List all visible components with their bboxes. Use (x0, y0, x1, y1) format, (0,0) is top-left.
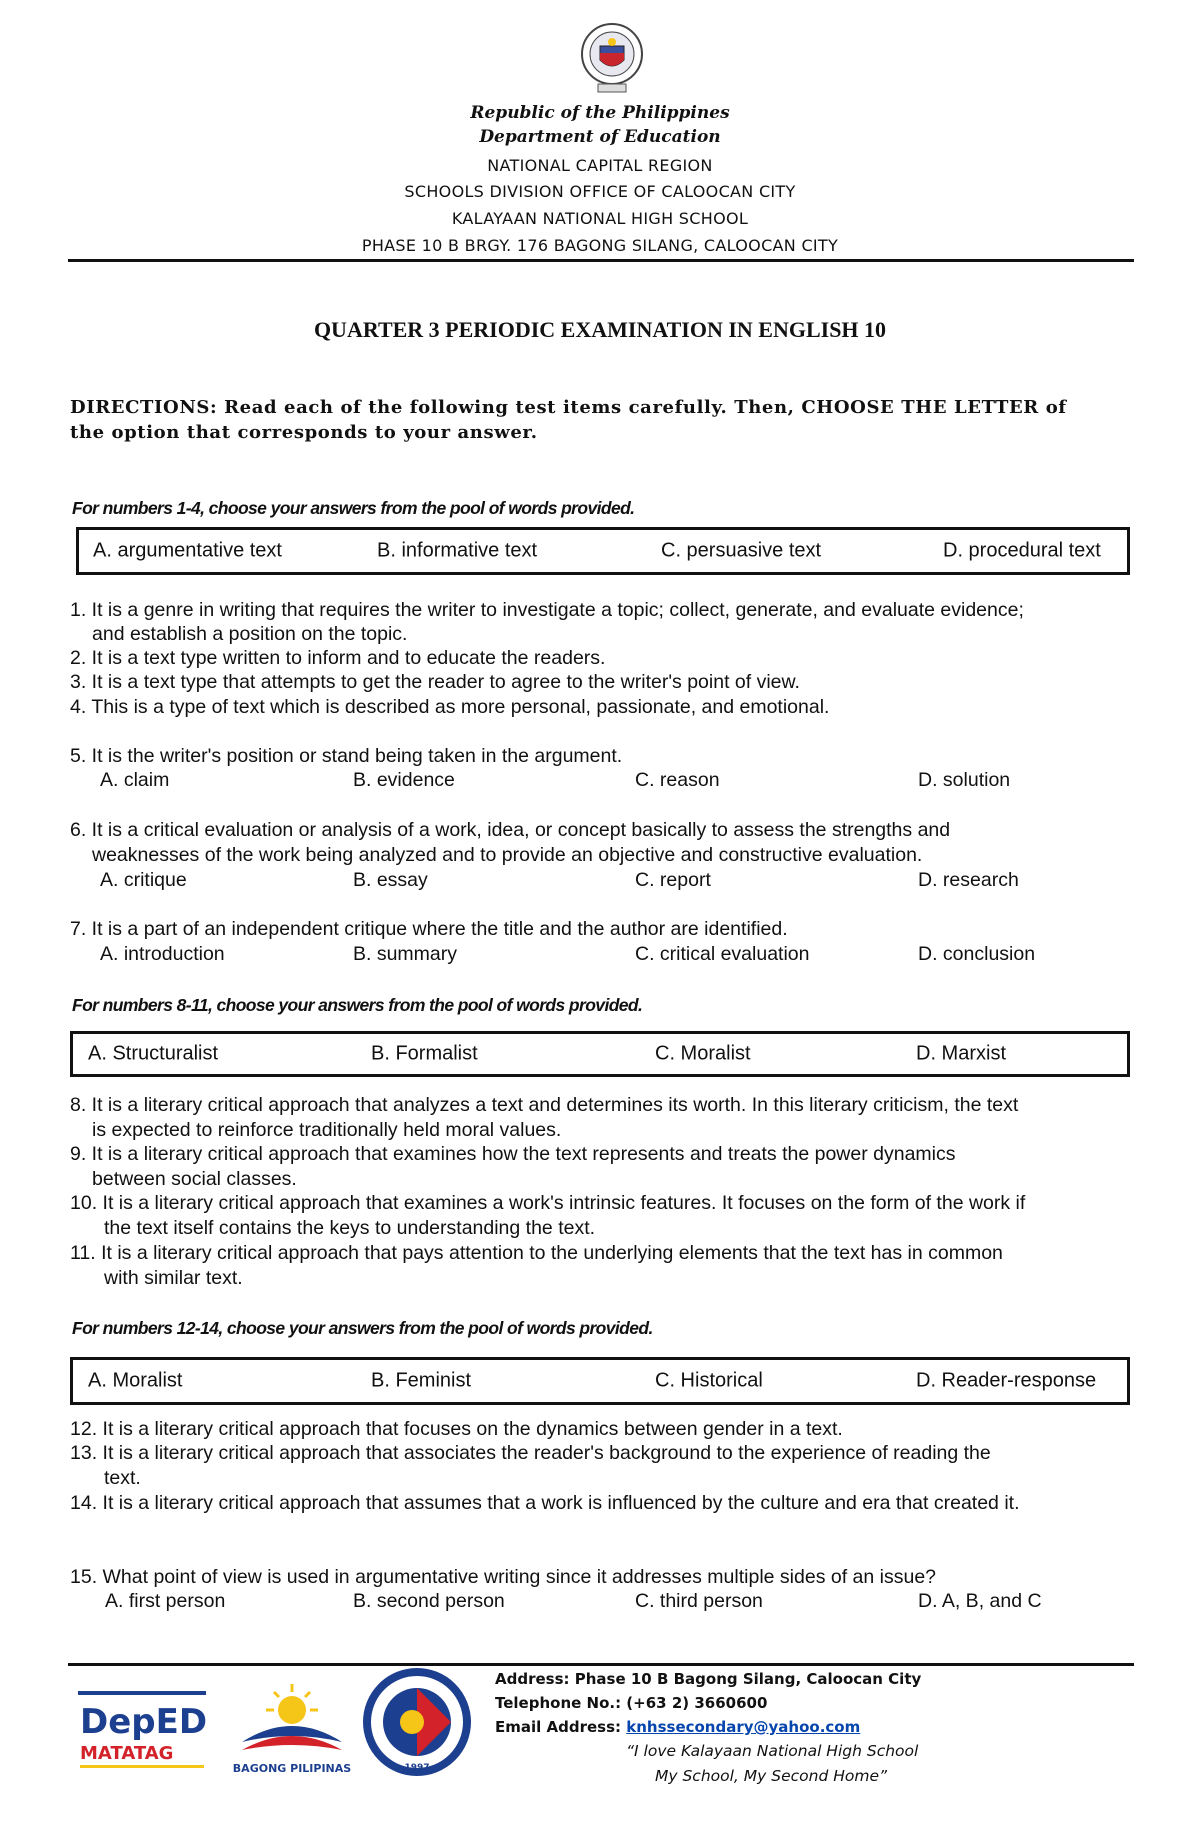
pool-option: A. Moralist (88, 1369, 183, 1392)
pool-option: B. Formalist (371, 1042, 478, 1065)
section1-word-pool (76, 527, 1130, 575)
section2-word-pool (70, 1031, 1130, 1077)
footer-email-label: Email Address: (495, 1718, 627, 1736)
item-11-cont: with similar text. (104, 1267, 243, 1289)
item-7-option: A. introduction (100, 943, 225, 965)
exam-title: QUARTER 3 PERIODIC EXAMINATION IN ENGLISH 10 (313, 317, 887, 342)
section3-instruction: For numbers 12-14, choose your answers from the pool of words provided. (72, 1318, 653, 1338)
item-7-option: B. summary (353, 943, 458, 965)
pool-option: B. informative text (377, 539, 538, 562)
item-8-cont: is expected to reinforce traditionally held moral values. (92, 1119, 562, 1141)
item-12: 12. It is a literary critical approach that focuses on the dynamics between gender in a text. (70, 1418, 843, 1440)
item-7: 7. It is a part of an independent critique where the title and the author are identified. (70, 918, 788, 940)
header-division: SCHOOLS DIVISION OFFICE OF CALOOCAN CITY (404, 182, 796, 201)
item-5: 5. It is the writer's position or stand being taken in the argument. (70, 745, 623, 767)
knhs-seal-icon (362, 1666, 472, 1778)
footer-quote-line-2: My School, My Second Home” (655, 1767, 888, 1785)
item-13-cont: text. (104, 1467, 141, 1489)
pool-option: A. argumentative text (93, 539, 282, 562)
item-11: 11. It is a literary critical approach that pays attention to the underlying elements that the text has in common (70, 1242, 1003, 1264)
item-4: 4. This is a type of text which is described as more personal, passionate, and emotional. (70, 696, 830, 718)
bagong-pilipinas-logo-icon (232, 1680, 352, 1780)
item-7-option: C. critical evaluation (635, 943, 810, 965)
footer-email-row (495, 1718, 860, 1736)
pool-option: C. Historical (655, 1369, 763, 1392)
footer-divider (68, 1663, 1134, 1666)
item-14: 14. It is a literary critical approach that assumes that a work is influenced by the culture and era that created it. (70, 1492, 1020, 1514)
header-region: NATIONAL CAPITAL REGION (487, 156, 713, 175)
item-15-option: B. second person (353, 1590, 505, 1612)
matatag-logo-text: MATATAG (80, 1743, 174, 1764)
pool-option: B. Feminist (371, 1369, 472, 1392)
item-13: 13. It is a literary critical approach that associates the reader's background to the experience of reading the (70, 1442, 991, 1464)
item-6: 6. It is a critical evaluation or analysis of a work, idea, or concept basically to assess the strengths and (70, 819, 951, 841)
section1-instruction: For numbers 1-4, choose your answers from the pool of words provided. (72, 498, 635, 518)
section3-word-pool (70, 1357, 1130, 1405)
item-3: 3. It is a text type that attempts to get the reader to agree to the writer's point of view. (70, 671, 800, 693)
item-9: 9. It is a literary critical approach that examines how the text represents and treats the power dynamics (70, 1143, 956, 1165)
item-15-option: C. third person (635, 1590, 763, 1612)
item-6-option: A. critique (100, 869, 187, 891)
item-15-option: D. A, B, and C (918, 1590, 1042, 1612)
item-6-option: D. research (918, 869, 1019, 891)
footer-quote-line-1: “I love Kalayaan National High School (626, 1742, 919, 1760)
header-divider (68, 259, 1134, 262)
section2-instruction: For numbers 8-11, choose your answers from the pool of words provided. (72, 995, 643, 1015)
footer-email-link[interactable]: knhssecondary@yahoo.com (626, 1718, 861, 1736)
item-5-option: B. evidence (353, 769, 455, 791)
header-school: KALAYAAN NATIONAL HIGH SCHOOL (451, 209, 749, 228)
bagong-pilipinas-text: BAGONG PILIPINAS (232, 1762, 352, 1775)
header-address: PHASE 10 B BRGY. 176 BAGONG SILANG, CALOOCAN CITY (361, 236, 839, 255)
footer-telephone: Telephone No.: (+63 2) 3660600 (495, 1694, 768, 1712)
header-department: Department of Education (479, 127, 721, 147)
deped-seal-icon (580, 20, 644, 100)
item-7-option: D. conclusion (918, 943, 1036, 965)
knhs-year-text: 1997 (404, 1763, 430, 1773)
item-5-option: D. solution (918, 769, 1011, 791)
deped-logo-text: DepED (80, 1702, 208, 1742)
item-1: 1. It is a genre in writing that requires the writer to investigate a topic; collect, generate, and evaluate evidence; (70, 599, 1024, 621)
item-5-option: A. claim (100, 769, 170, 791)
item-10-cont: the text itself contains the keys to understanding the text. (104, 1217, 596, 1239)
item-6-option: B. essay (353, 869, 428, 891)
item-6-cont: weaknesses of the work being analyzed and to provide an objective and constructive evaluation. (92, 844, 923, 866)
pool-option: C. Moralist (655, 1042, 751, 1065)
item-9-cont: between social classes. (92, 1168, 297, 1190)
header-republic: Republic of the Philippines (470, 103, 730, 123)
item-8: 8. It is a literary critical approach that analyzes a text and determines its worth. In this literary criticism, the text (70, 1094, 1019, 1116)
item-10: 10. It is a literary critical approach that examines a work's intrinsic features. It focuses on the form of the work if (70, 1192, 1026, 1214)
item-1-cont: and establish a position on the topic. (92, 623, 408, 645)
item-15: 15. What point of view is used in argumentative writing since it addresses multiple sides of an issue? (70, 1566, 937, 1588)
item-6-option: C. report (635, 869, 711, 891)
pool-option: D. Marxist (916, 1042, 1006, 1065)
footer-address: Address: Phase 10 B Bagong Silang, Caloocan City (495, 1670, 922, 1688)
item-5-option: C. reason (635, 769, 720, 791)
pool-option: A. Structuralist (88, 1042, 219, 1065)
item-2: 2. It is a text type written to inform and to educate the readers. (70, 647, 606, 669)
item-15-option: A. first person (105, 1590, 226, 1612)
directions (70, 395, 1140, 445)
pool-option: D. procedural text (943, 539, 1101, 562)
directions-line-2: the option that corresponds to your answer. (70, 422, 538, 443)
pool-option: D. Reader-response (916, 1369, 1097, 1392)
pool-option: C. persuasive text (661, 539, 822, 562)
directions-line-1: DIRECTIONS: Read each of the following test items carefully. Then, CHOOSE THE LETTER of (70, 397, 1067, 418)
deped-matatag-logo-icon (76, 1685, 208, 1775)
